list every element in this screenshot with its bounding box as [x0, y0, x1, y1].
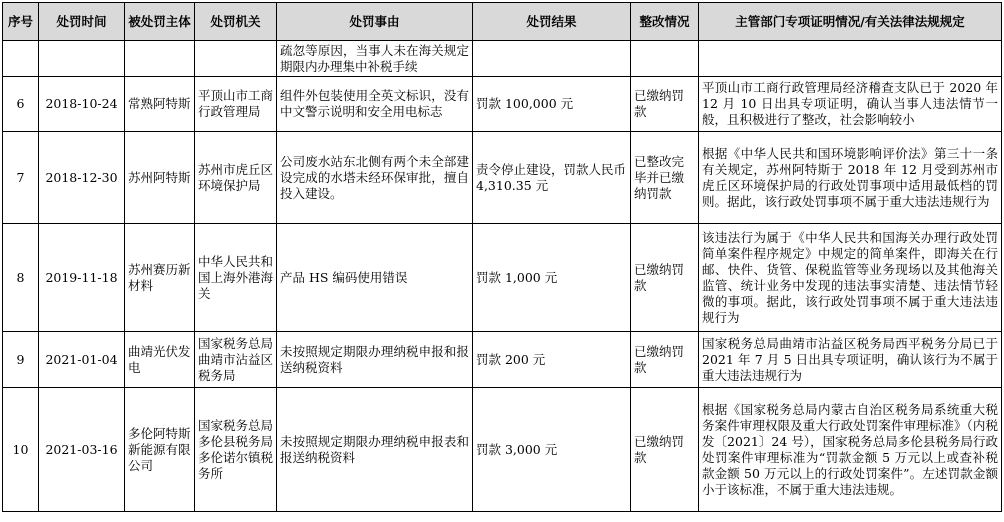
cell-certificate: 国家税务总局曲靖市沾益区税务局西平税务分局已于 2021 年 7 月 5 日出具专项证明，确认该行为不属于重大违法违规行为	[699, 332, 1002, 388]
cell-certificate: 该违法行为属于《中华人民共和国海关办理行政处罚简单案件程序规定》中规定的简单案件，即海关在行邮、快件、货管、保税监管等业务现场以及其他海关监管、统计业务中发现的违法事实清楚、违法情节轻微的事项。据此，该行政处罚事项不属于重大违法违规行为	[699, 224, 1002, 332]
cell-entity: 苏州阿特斯	[125, 132, 195, 224]
table-row-continuation	[3, 41, 1002, 77]
cell-result: 罚款 1,000 元	[473, 224, 631, 332]
cell-certificate: 根据《中华人民共和国环境影响评价法》第三十一条有关规定，苏州阿特斯于 2018 年 12 月受到苏州市虎丘区环境保护局的行政处罚事项中适用最低档的罚则。据此，该行政处罚事项不属于重大违法违规行为	[699, 132, 1002, 224]
cell-certificate: 根据《国家税务总局内蒙古自治区税务局系统重大税务案件审理权限及重大行政处罚案件审理标准》（内税发〔2021〕24 号），国家税务总局多伦县税务局行政处罚案件审理标准为“罚款金额 5 万元以上或查补税款金额 50 万元以上的行政处罚案件”。左述罚款金额小于该标准，不属于重大违法违规。	[699, 388, 1002, 512]
header-date: 处罚时间	[39, 3, 125, 41]
cell-reason: 组件外包装使用全英文标识，没有中文警示说明和安全用电标志	[277, 77, 473, 132]
cell-result: 罚款 100,000 元	[473, 77, 631, 132]
header-reason: 处罚事由	[277, 3, 473, 41]
cell-entity: 常熟阿特斯	[125, 77, 195, 132]
cell-certificate: 平顶山市工商行政管理局经济稽查支队已于 2020 年 12 月 10 日出具专项证明，确认当事人违法情节一般，且积极进行了整改，社会影响较小	[699, 77, 1002, 132]
cell-rectification: 已整改完毕并已缴纳罚款	[631, 132, 699, 224]
header-row	[3, 3, 1002, 41]
cell-no	[3, 41, 39, 77]
cell-rectification: 已缴纳罚款	[631, 224, 699, 332]
cell-rectification: 已缴纳罚款	[631, 77, 699, 132]
header-result: 处罚结果	[473, 3, 631, 41]
cell-rectification: 已缴纳罚款	[631, 388, 699, 512]
table-row	[3, 132, 1002, 224]
header-certificate: 主管部门专项证明情况/有关法律法规规定	[699, 3, 1002, 41]
cell-reason: 公司废水站东北侧有两个未全部建设完成的水塔未经环保审批，擅自投入建设。	[277, 132, 473, 224]
cell-date: 2018-10-24	[39, 77, 125, 132]
table-row	[3, 224, 1002, 332]
cell-reason: 未按照规定期限办理纳税申报表和报送纳税资料	[277, 388, 473, 512]
cell-authority: 国家税务总局曲靖市沾益区税务局	[195, 332, 277, 388]
cell-date: 2021-03-16	[39, 388, 125, 512]
header-entity: 被处罚主体	[125, 3, 195, 41]
cell-authority: 苏州市虎丘区环境保护局	[195, 132, 277, 224]
cell-result: 罚款 3,000 元	[473, 388, 631, 512]
cell-result: 责令停止建设，罚款人民币 4,310.35 元	[473, 132, 631, 224]
cell-date: 2018-12-30	[39, 132, 125, 224]
cell-authority: 国家税务总局多伦县税务局多伦诺尔镇税务所	[195, 388, 277, 512]
cell-no: 9	[3, 332, 39, 388]
cell-authority	[195, 41, 277, 77]
header-no: 序号	[3, 3, 39, 41]
cell-entity	[125, 41, 195, 77]
cell-reason: 未按照规定期限办理纳税申报和报送纳税资料	[277, 332, 473, 388]
table-row	[3, 332, 1002, 388]
header-authority: 处罚机关	[195, 3, 277, 41]
cell-result	[473, 41, 631, 77]
cell-result: 罚款 200 元	[473, 332, 631, 388]
cell-rectification	[631, 41, 699, 77]
cell-date	[39, 41, 125, 77]
penalty-table	[2, 2, 1002, 512]
cell-date: 2019-11-18	[39, 224, 125, 332]
cell-reason: 疏忽等原因，当事人未在海关规定期限内办理集中补税手续	[277, 41, 473, 77]
table-row	[3, 77, 1002, 132]
cell-no: 8	[3, 224, 39, 332]
cell-rectification: 已缴纳罚款	[631, 332, 699, 388]
cell-no: 7	[3, 132, 39, 224]
table-row	[3, 388, 1002, 512]
header-rectification: 整改情况	[631, 3, 699, 41]
cell-entity: 多伦阿特斯新能源有限公司	[125, 388, 195, 512]
cell-entity: 苏州赛历新材料	[125, 224, 195, 332]
cell-entity: 曲靖光伏发电	[125, 332, 195, 388]
cell-certificate	[699, 41, 1002, 77]
cell-no: 6	[3, 77, 39, 132]
cell-authority: 中华人民共和国上海外港海关	[195, 224, 277, 332]
cell-authority: 平顶山市工商行政管理局	[195, 77, 277, 132]
cell-date: 2021-01-04	[39, 332, 125, 388]
cell-reason: 产品 HS 编码使用错误	[277, 224, 473, 332]
cell-no: 10	[3, 388, 39, 512]
